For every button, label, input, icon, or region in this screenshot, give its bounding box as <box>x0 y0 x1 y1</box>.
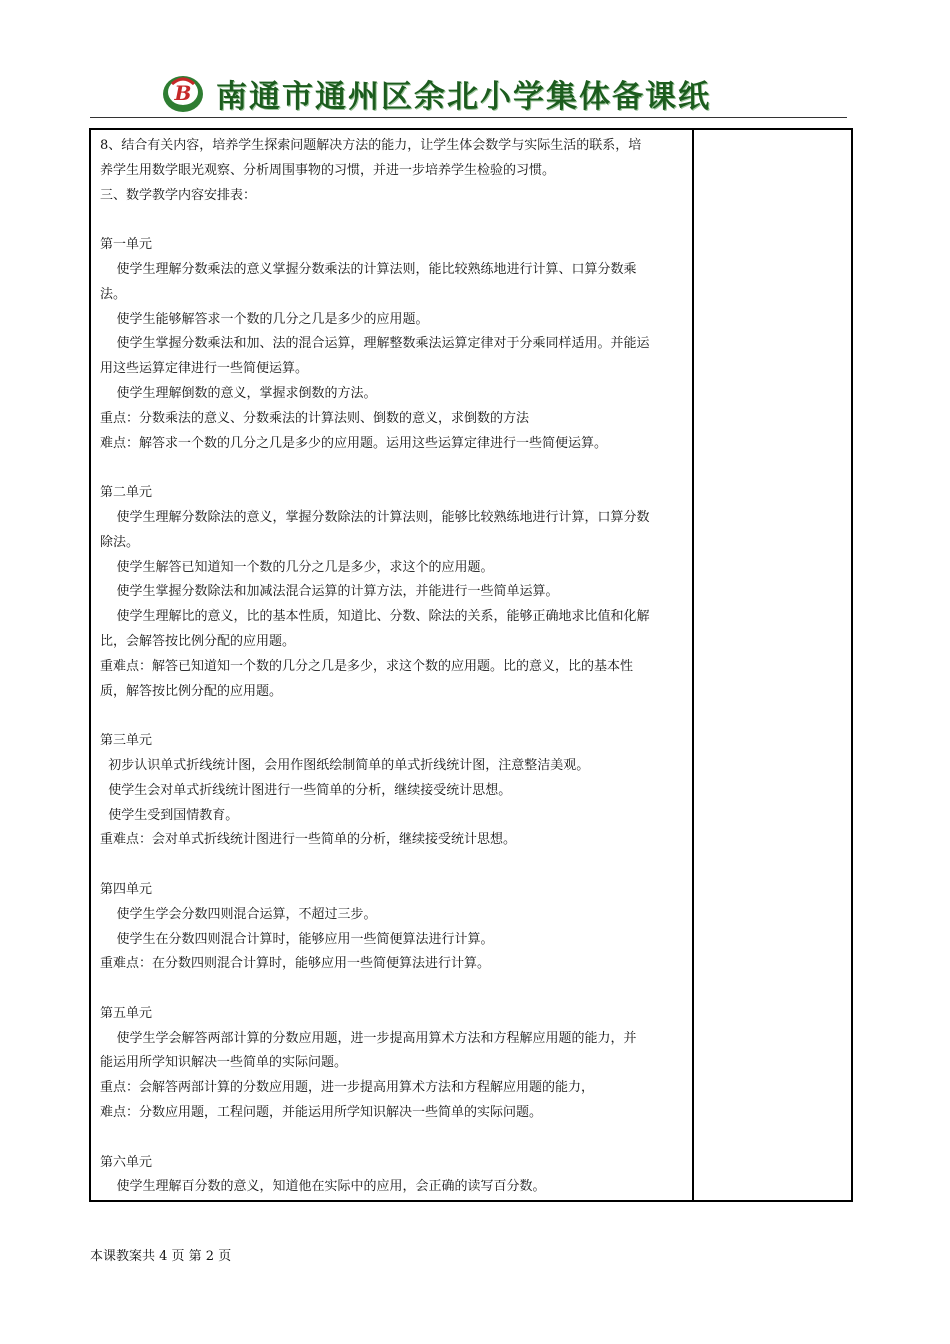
text-line: 初步认识单式折线统计图，会用作图纸绘制简单的单式折线统计图，注意整洁美观。 <box>100 757 590 773</box>
text-line: 使学生理解分数乘法的意义掌握分数乘法的计算法则，能比较熟练地进行计算、口算分数乘 <box>100 261 637 277</box>
text-line: 重点：分数乘法的意义、分数乘法的计算法则、倒数的意义，求倒数的方法 <box>100 410 530 426</box>
text-line: 养学生用数学眼光观察、分析周围事物的习惯，并进一步培养学生检验的习惯。 <box>100 162 556 178</box>
page-header <box>160 68 800 118</box>
text-line: 除法。 <box>100 534 140 550</box>
text-line: 第二单元 <box>100 485 153 501</box>
text-line: 使学生在分数四则混合计算时，能够应用一些简便算法进行计算。 <box>100 931 494 947</box>
text-line: 用这些运算定律进行一些简便运算。 <box>100 361 309 377</box>
text-line: 使学生掌握分数乘法和加、法的混合运算，理解整数乘法运算定律对于分乘同样适用。并能运 <box>100 336 650 352</box>
text-line: 使学生会对单式折线统计图进行一些简单的分析，继续接受统计思想。 <box>100 782 512 798</box>
text-line <box>100 208 687 233</box>
content-cell <box>91 130 694 1200</box>
text-line: 难点：分数应用题，工程问题，并能运用所学知识解决一些简单的实际问题。 <box>100 1105 543 1121</box>
text-line: 使学生学会分数四则混合运算，不超过三步。 <box>100 906 377 922</box>
text-line: 使学生受到国情教育。 <box>100 807 239 823</box>
text-line: 质，解答按比例分配的应用题。 <box>100 683 283 699</box>
text-line: 重难点：会对单式折线统计图进行一些简单的分析，继续接受统计思想。 <box>100 832 517 848</box>
text-line: 难点：解答求一个数的几分之几是多少的应用题。运用这些运算定律进行一些简便运算。 <box>100 435 608 451</box>
text-line: 8、结合有关内容，培养学生探索问题解决方法的能力，让学生体会数学与实际生活的联系，培 <box>100 138 642 153</box>
text-line <box>100 704 687 729</box>
text-line: 重难点：在分数四则混合计算时，能够应用一些简便算法进行计算。 <box>100 956 491 972</box>
text-line: 能运用所学知识解决一些简单的实际问题。 <box>100 1055 348 1071</box>
text-line <box>100 1126 687 1151</box>
text-line: 重难点：解答已知道知一个数的几分之几是多少，求这个数的应用题。比的意义，比的基本性 <box>100 658 634 674</box>
text-line: 重点：会解答两部计算的分数应用题，进一步提高用算术方法和方程解应用题的能力， <box>100 1080 595 1096</box>
text-line <box>100 977 687 1002</box>
text-line: 使学生理解倒数的意义，掌握求倒数的方法。 <box>100 385 377 401</box>
text-line <box>100 456 687 481</box>
text-line: 使学生能够解答求一个数的几分之几是多少的应用题。 <box>100 311 429 327</box>
page-title: 南通市通州区余北小学集体备课纸 <box>216 78 711 115</box>
text-line: 使学生理解百分数的意义，知道他在实际中的应用，会正确的读写百分数。 <box>100 1179 546 1195</box>
text-line: 第四单元 <box>100 881 153 897</box>
school-logo-icon <box>160 70 206 116</box>
text-line: 比，会解答按比例分配的应用题。 <box>100 633 296 649</box>
text-line: 第六单元 <box>100 1154 153 1170</box>
lesson-plan-table <box>89 128 853 1202</box>
text-line: 第五单元 <box>100 1005 153 1021</box>
text-line: 法。 <box>100 286 127 302</box>
text-line: 使学生理解比的意义，比的基本性质，知道比、分数、除法的关系，能够正确地求比值和化解 <box>100 609 650 625</box>
page-footer: 本课教案共 4 页 第 2 页 <box>90 1249 232 1264</box>
text-line: 使学生解答已知道知一个数的几分之几是多少，求这个的应用题。 <box>100 559 494 575</box>
text-line: 第三单元 <box>100 733 153 749</box>
text-line: 三、数学教学内容安排表： <box>100 187 257 203</box>
text-line: 使学生掌握分数除法和加减法混合运算的计算方法，并能进行一些简单运算。 <box>100 584 559 600</box>
text-line: 使学生理解分数除法的意义，掌握分数除法的计算法则，能够比较熟练地进行计算，口算分数 <box>100 509 650 525</box>
text-line <box>100 853 687 878</box>
header-divider <box>90 117 847 118</box>
notes-cell <box>694 130 851 1200</box>
text-line: 使学生学会解答两部计算的分数应用题，进一步提高用算术方法和方程解应用题的能力，并 <box>100 1030 637 1046</box>
text-line: 第一单元 <box>100 237 153 253</box>
logo-letter: B <box>174 81 192 105</box>
